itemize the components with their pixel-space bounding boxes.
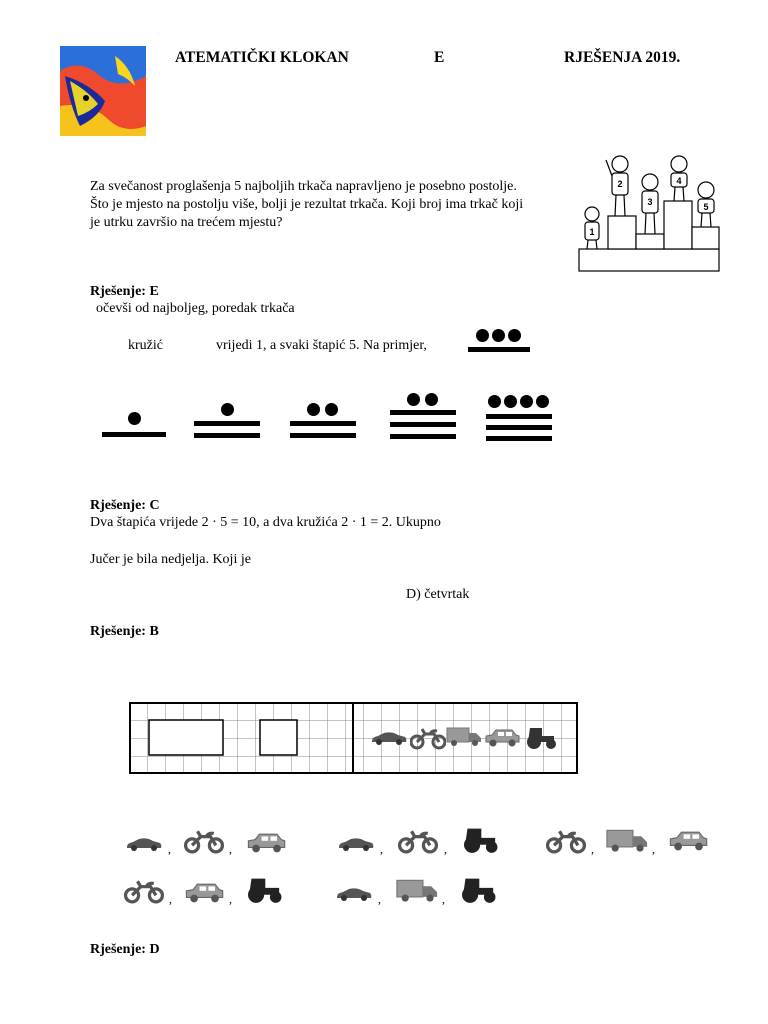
vehicle-option-b [334, 824, 504, 856]
car-icon [332, 886, 376, 907]
car-icon [334, 836, 378, 857]
podium-number-3: 3 [647, 197, 653, 207]
separator: , [442, 892, 445, 906]
header-category: E [434, 49, 445, 66]
q2-answer-text: Dva štapića vrijede 2 · 5 = 10, a dva kružića 2 · 1 = 2. Ukupno [90, 515, 441, 530]
kangaroo-logo [60, 46, 146, 136]
q1-line-1: Za svečanost proglašenja 5 najboljih trkača napravljeno je posebno postolje. [90, 179, 517, 194]
podium-number-5: 5 [703, 202, 709, 212]
header-solutions: RJEŠENJA 2019. [564, 49, 681, 66]
motorbike-icon [410, 726, 446, 755]
vehicle-option-a [122, 828, 302, 856]
jeep-icon [484, 728, 520, 753]
truck-icon [604, 828, 650, 859]
q1-answer: Rješenje: E [90, 284, 159, 299]
jeep-icon [244, 832, 288, 859]
truck-icon [446, 726, 482, 753]
option-d-symbol [390, 390, 456, 442]
motorbike-icon [122, 878, 166, 909]
truck-icon [394, 878, 440, 909]
q1-line-2: Što je mjesto na postolju više, bolji je rezultat trkača. Koji broj ima trkač koji [90, 197, 524, 212]
option-c-symbol [290, 400, 356, 442]
q1-answer-text: očevši od najboljeg, poredak trkača [96, 301, 295, 316]
vehicle-option-d [122, 874, 292, 906]
option-a-symbol [102, 408, 166, 442]
tractor-icon [242, 874, 284, 909]
separator: , [444, 842, 447, 856]
q3-option-d: D) četvrtak [406, 587, 470, 602]
car-icon [370, 730, 408, 751]
separator: , [591, 842, 594, 856]
q3-question: Jučer je bila nedjelja. Koji je [90, 552, 251, 567]
separator: , [380, 842, 383, 856]
tractor-icon [522, 724, 558, 755]
q2-rule-text: vrijedi 1, a svaki štapić 5. Na primjer, [216, 338, 427, 353]
box-vehicles [370, 724, 560, 752]
example-symbol [468, 326, 530, 356]
separator: , [652, 842, 655, 856]
podium-number-4: 4 [676, 176, 682, 186]
podium-illustration [578, 154, 720, 272]
q1-line-3: je utrku završio na trećem mjestu? [90, 215, 283, 230]
podium-number-2: 2 [617, 179, 623, 189]
jeep-icon [666, 830, 710, 857]
separator: , [168, 842, 171, 856]
separator: , [378, 892, 381, 906]
podium-number-1: 1 [589, 227, 595, 237]
motorbike-icon [396, 828, 440, 859]
separator: , [169, 892, 172, 906]
motorbike-icon [544, 828, 588, 859]
jeep-icon [182, 882, 226, 909]
q4-answer: Rješenje: D [90, 942, 160, 957]
q2-circle-word: kružić [128, 338, 163, 353]
q3-answer: Rješenje: B [90, 624, 159, 639]
option-e-symbol [486, 394, 552, 444]
separator: , [229, 892, 232, 906]
q2-answer: Rješenje: C [90, 498, 160, 513]
option-b-symbol [194, 400, 260, 442]
tractor-icon [458, 824, 500, 859]
vehicle-option-c [544, 826, 716, 854]
separator: , [229, 842, 232, 856]
vehicle-option-e [332, 874, 504, 906]
car-icon [122, 836, 166, 857]
tractor-icon [456, 874, 498, 909]
motorbike-icon [182, 828, 226, 859]
header-title: ATEMATIČKI KLOKAN [175, 49, 349, 66]
